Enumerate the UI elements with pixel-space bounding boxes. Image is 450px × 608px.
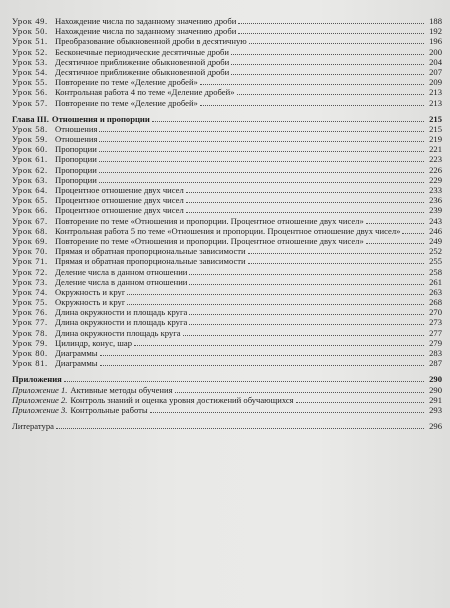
toc-row [12, 26, 442, 36]
toc-entry-number: Урок 61. [12, 154, 48, 165]
toc-entry-title: Преобразование обыкновенной дроби в десятичную [55, 36, 247, 47]
toc-entry-title: Десятичное приближение обыкновенной дроби [55, 66, 230, 77]
dot-leader [237, 87, 425, 95]
dot-leader [231, 57, 424, 65]
toc-row [12, 348, 442, 358]
toc-entry-number: Урок 68. [12, 225, 48, 236]
toc-entry-number: Урок 78. [12, 327, 48, 338]
toc-page-number: 221 [429, 144, 442, 155]
toc-entry-title: Деление числа в данном отношении [55, 266, 188, 277]
toc-page-number: 223 [429, 154, 442, 165]
toc-entry-title: Диаграммы [55, 358, 98, 369]
toc-page-number: 207 [429, 66, 442, 77]
dot-leader [186, 205, 424, 213]
toc-row [12, 307, 442, 317]
toc-page-number: 204 [429, 56, 442, 67]
toc-page-number: 236 [429, 195, 442, 206]
toc-page-number: 213 [429, 97, 442, 108]
dot-leader [127, 297, 424, 305]
dot-leader [238, 16, 424, 24]
toc-entry-title: Длина окружности и площадь круга [55, 307, 188, 318]
dot-leader [134, 338, 424, 346]
toc-entry-number: Урок 75. [12, 297, 48, 308]
toc-page-number: 290 [429, 384, 442, 395]
toc-entry-number: Урок 67. [12, 215, 48, 226]
dot-leader [248, 246, 424, 254]
dot-leader [189, 317, 424, 325]
dot-leader [186, 195, 424, 203]
toc-row [12, 328, 442, 338]
toc-row [12, 287, 442, 297]
toc-page-number: 215 [429, 123, 442, 134]
toc-entry-title: Контрольная работа 5 по теме «Отношения и пропорции. Процентное отношение двух чисел» [55, 225, 401, 236]
toc-page-number: 188 [429, 16, 442, 26]
dot-leader [186, 185, 424, 193]
toc-entry-title: Длина окружности и площадь круга [55, 317, 188, 328]
toc-entry-number: Урок 79. [12, 337, 48, 348]
toc-entry-title: Длина окружности площадь круга [55, 327, 181, 338]
toc-row [12, 216, 442, 226]
toc-row [12, 16, 442, 26]
dot-leader [152, 114, 424, 122]
toc-section-row [12, 374, 442, 384]
toc-entry-number: Урок 65. [12, 195, 48, 206]
dot-leader [189, 277, 424, 285]
toc-entry-number: Урок 62. [12, 164, 48, 175]
toc-entry-title: Пропорции [55, 144, 97, 155]
toc-entry-number: Глава III. [12, 113, 49, 124]
toc-entry-title: Повторение по теме «Отношения и пропорции. Процентное отношение двух чисел» [55, 235, 364, 246]
toc-entry-title: Деление числа в данном отношении [55, 276, 188, 287]
toc-entry-number: Урок 51. [12, 36, 48, 47]
toc-entry-number: Урок 59. [12, 134, 48, 145]
toc-entry-title: Отношения и пропорции [51, 113, 150, 124]
toc-row [12, 277, 442, 287]
toc-row [12, 77, 442, 87]
toc-page-number: 229 [429, 174, 442, 185]
toc-entry-number: Урок 56. [12, 87, 48, 98]
toc-row [12, 205, 442, 215]
dot-leader [175, 385, 424, 393]
toc-page-number: 233 [429, 185, 442, 195]
dot-leader [189, 267, 424, 275]
toc-entry-number: Урок 73. [12, 276, 48, 287]
toc-entry-number: Урок 64. [12, 185, 48, 195]
dot-leader [99, 134, 424, 142]
toc-row [12, 154, 442, 164]
dot-leader [99, 165, 424, 173]
toc-entry-title: Прямая и обратная пропорциональные зависимости [55, 246, 246, 257]
toc-entry-title: Нахождение числа по заданному значению дроби [55, 16, 237, 26]
dot-leader [100, 358, 424, 366]
toc-entry-number: Приложение 2. [12, 394, 68, 405]
toc-page-number: 279 [429, 337, 442, 348]
toc-entry-title: Отношения [55, 123, 98, 134]
toc-entry-number: Урок 49. [12, 16, 48, 26]
toc-row [12, 236, 442, 246]
dot-leader [56, 421, 424, 429]
toc-page-number: 209 [429, 77, 442, 88]
toc-page-number: 213 [429, 87, 442, 98]
toc-entry-title: Нахождение числа по заданному значению дроби [55, 26, 237, 37]
toc-entry-title: Диаграммы [55, 348, 98, 358]
dot-leader [402, 226, 424, 234]
dot-leader [200, 77, 424, 85]
toc-row [12, 175, 442, 185]
toc-entry-title: Отношения [55, 134, 98, 145]
toc-entry-number: Урок 77. [12, 317, 48, 328]
toc-entry-number: Урок 55. [12, 77, 48, 88]
toc-entry-number: Урок 80. [12, 348, 48, 358]
toc-page-number: 200 [429, 46, 442, 57]
toc-page-number: 192 [429, 26, 442, 37]
toc-row [12, 47, 442, 57]
toc-entry-title: Пропорции [55, 174, 97, 185]
toc-entry-title: Окружность и круг [55, 297, 126, 308]
toc-page-number: 219 [429, 134, 442, 145]
toc-row [12, 421, 442, 431]
toc-row [12, 395, 442, 405]
toc-page-number: 283 [429, 348, 442, 358]
toc-entry-title: Процентное отношение двух чисел [55, 185, 184, 195]
dot-leader [99, 175, 424, 183]
toc-entry-title: Цилиндр, конус, шар [55, 337, 133, 348]
toc-entry-title: Литература [12, 421, 54, 432]
toc-entry-number: Урок 58. [12, 123, 48, 134]
toc-row [12, 98, 442, 108]
toc-entry-title: Контроль знаний и оценка уровня достижений обучающихся [70, 394, 294, 405]
toc-entry-title: Процентное отношение двух чисел [55, 195, 184, 206]
toc-entry-number: Урок 57. [12, 97, 48, 108]
toc-row [12, 134, 442, 144]
dot-leader [99, 124, 424, 132]
dot-leader [183, 328, 424, 336]
toc-entry-number: Приложение 3. [12, 404, 68, 415]
toc-entry-number: Урок 52. [12, 46, 48, 57]
dot-leader [231, 47, 424, 55]
toc-entry-number: Урок 72. [12, 266, 48, 277]
toc-entry-number: Урок 69. [12, 235, 48, 246]
dot-leader [231, 67, 424, 75]
dot-leader [64, 374, 424, 382]
toc-entry-number: Урок 53. [12, 56, 48, 67]
toc-entry-number: Урок 70. [12, 246, 48, 257]
dot-leader [366, 216, 424, 224]
toc-page-number: 293 [429, 404, 442, 415]
toc-page-number: 296 [429, 421, 442, 432]
toc-page-number: 249 [429, 235, 442, 246]
toc-page-number: 239 [429, 205, 442, 216]
toc-row [12, 317, 442, 327]
toc-row [12, 87, 442, 97]
toc-row [12, 57, 442, 67]
toc-entry-title: Окружность и круг [55, 286, 126, 297]
toc-entry-title: Повторение по теме «Деление дробей» [55, 77, 198, 88]
toc-page-number: 290 [429, 374, 442, 385]
toc-page-number: 196 [429, 36, 442, 47]
toc-row [12, 226, 442, 236]
toc-entry-number: Урок 50. [12, 26, 48, 37]
toc-entry-number: Урок 54. [12, 66, 48, 77]
toc-entry-title: Повторение по теме «Деление дробей» [55, 97, 198, 108]
toc-entry-number: Урок 81. [12, 358, 48, 369]
toc-row [12, 144, 442, 154]
toc-entry-title: Десятичное приближение обыкновенной дроби [55, 56, 230, 67]
toc-row [12, 67, 442, 77]
toc-row [12, 36, 442, 46]
toc-page-number: 252 [429, 246, 442, 257]
dot-leader [99, 154, 424, 162]
toc-row [12, 338, 442, 348]
toc-page-number: 277 [429, 327, 442, 338]
toc-row [12, 297, 442, 307]
toc-page-number: 263 [429, 286, 442, 297]
dot-leader [200, 98, 424, 106]
toc-page-number: 243 [429, 215, 442, 226]
toc-page-number: 273 [429, 317, 442, 328]
toc-page-number: 270 [429, 307, 442, 318]
toc-section-row [12, 114, 442, 124]
toc-page-number: 291 [429, 394, 442, 405]
dot-leader [100, 348, 424, 356]
toc-entry-title: Приложения [12, 374, 62, 385]
dot-leader [366, 236, 424, 244]
toc-row [12, 185, 442, 195]
toc-entry-title: Активные методы обучения [70, 384, 173, 395]
toc-entry-title: Контрольная работа 4 по теме «Деление дробей» [55, 87, 235, 98]
toc-entry-number: Урок 74. [12, 286, 48, 297]
toc-entry-title: Повторение по теме «Отношения и пропорции. Процентное отношение двух чисел» [55, 215, 364, 226]
toc-row [12, 165, 442, 175]
dot-leader [150, 405, 424, 413]
toc-page-number: 287 [429, 358, 442, 369]
dot-leader [99, 144, 424, 152]
toc-row [12, 267, 442, 277]
table-of-contents [12, 16, 442, 431]
toc-entry-number: Приложение 1. [12, 384, 68, 395]
toc-entry-number: Урок 76. [12, 307, 48, 318]
toc-row [12, 358, 442, 368]
dot-leader [296, 395, 424, 403]
toc-entry-number: Урок 60. [12, 144, 48, 155]
toc-row [12, 385, 442, 395]
dot-leader [189, 307, 424, 315]
dot-leader [248, 256, 424, 264]
toc-row [12, 124, 442, 134]
toc-entry-title: Пропорции [55, 154, 97, 165]
toc-page-number: 255 [429, 256, 442, 267]
toc-page-number: 226 [429, 164, 442, 175]
toc-row [12, 246, 442, 256]
toc-page-number: 268 [429, 297, 442, 308]
toc-page-number: 261 [429, 276, 442, 287]
toc-page-number: 258 [429, 266, 442, 277]
toc-entry-number: Урок 63. [12, 174, 48, 185]
toc-row [12, 195, 442, 205]
toc-entry-number: Урок 66. [12, 205, 48, 216]
dot-leader [238, 26, 424, 34]
toc-entry-number: Урок 71. [12, 256, 48, 267]
toc-entry-title: Прямая и обратная пропорциональные зависимости [55, 256, 246, 267]
dot-leader [249, 36, 424, 44]
toc-entry-title: Бесконечные периодические десятичные дроби [55, 46, 230, 57]
toc-page-number: 246 [429, 225, 442, 236]
toc-row [12, 256, 442, 266]
toc-entry-title: Контрольные работы [70, 404, 148, 415]
toc-row [12, 405, 442, 415]
toc-entry-title: Пропорции [55, 164, 97, 175]
toc-entry-title: Процентное отношение двух чисел [55, 205, 184, 216]
toc-page-number: 215 [429, 113, 442, 124]
dot-leader [127, 287, 424, 295]
